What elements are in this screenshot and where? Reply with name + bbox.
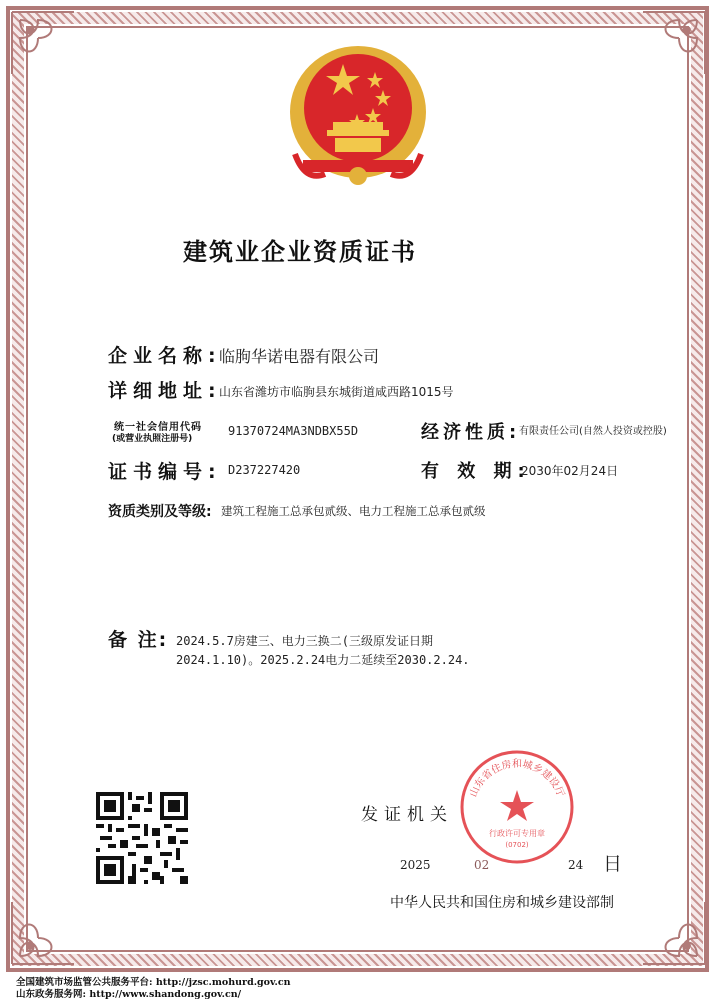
- qualification-value: 建筑工程施工总承包贰级、电力工程施工总承包贰级: [221, 504, 486, 518]
- address-value: 山东省潍坊市临朐县东城街道咸西路1015号: [219, 385, 454, 399]
- qr-code[interactable]: [96, 792, 188, 884]
- footer-link-national[interactable]: 全国建筑市场监管公共服务平台: http://jzsc.mohurd.gov.cn: [16, 977, 291, 988]
- qualification-label: 资质类别及等级:: [108, 504, 212, 520]
- company-name-label: 企业名称:: [108, 345, 222, 367]
- cert-no-value: D237227420: [228, 463, 301, 477]
- issue-day: 24: [568, 858, 584, 872]
- corner-ornament-bottom-left: [8, 898, 78, 968]
- credit-code-value: 91370724MA3NDBX55D: [228, 424, 359, 438]
- svg-text:(0702): (0702): [505, 841, 529, 849]
- economy-value: 有限责任公司(自然人投资或控股): [519, 426, 667, 437]
- svg-text:行政许可专用章: 行政许可专用章: [489, 829, 545, 838]
- svg-text:山东省住房和城乡建设厅: 山东省住房和城乡建设厅: [468, 759, 566, 799]
- issue-month: 02: [474, 858, 490, 872]
- footer-links: [16, 977, 291, 1001]
- company-name-value: 临朐华诺电器有限公司: [219, 347, 380, 366]
- issuing-department: 中华人民共和国住房和城乡建设部制: [390, 895, 614, 911]
- corner-ornament-bottom-right: [639, 898, 709, 968]
- official-seal-icon: [458, 748, 576, 866]
- address-label: 详细地址:: [108, 380, 222, 402]
- valid-label: 有 效 期:: [421, 461, 531, 482]
- issue-day-suffix: 日: [603, 853, 623, 875]
- credit-code-label-sub: (或营业执照注册号): [112, 434, 193, 444]
- valid-value: 2030年02月24日: [521, 464, 619, 478]
- remark-line-2: 2024.1.10)。2025.2.24电力二延续至2030.2.24.: [176, 653, 470, 667]
- credit-code-label: 统一社会信用代码: [114, 422, 202, 433]
- corner-ornament-top-left: [8, 8, 78, 78]
- issuer-label: 发证机关: [361, 805, 453, 825]
- economy-label: 经济性质:: [421, 422, 521, 443]
- corner-ornament-top-right: [639, 8, 709, 78]
- national-emblem-icon: [285, 42, 431, 192]
- issue-year: 2025: [400, 858, 431, 872]
- remark-line-1: 2024.5.7房建三、电力三换二(三级原发证日期: [176, 634, 434, 648]
- footer-link-shandong[interactable]: 山东政务服务网: http://www.shandong.gov.cn/: [16, 989, 242, 1000]
- remark-text: [176, 632, 470, 670]
- certificate-title: 建筑业企业资质证书: [183, 238, 417, 266]
- cert-no-label: 证书编号:: [108, 461, 222, 483]
- remark-label: 备 注:: [108, 629, 169, 651]
